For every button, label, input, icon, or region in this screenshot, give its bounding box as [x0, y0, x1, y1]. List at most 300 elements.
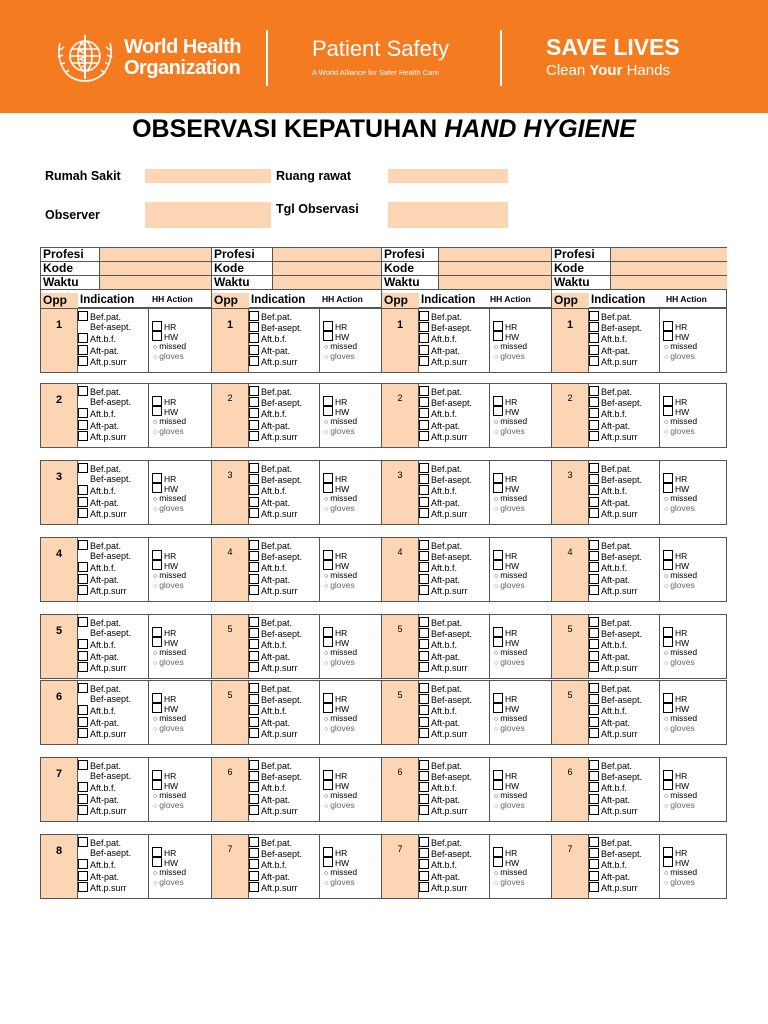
action-checkbox[interactable] [323, 321, 333, 331]
action-radio-icon[interactable]: ○ [494, 419, 501, 426]
indication-checkbox[interactable] [249, 551, 259, 561]
indication-option[interactable] [589, 871, 630, 883]
action-checkbox[interactable] [323, 331, 333, 341]
indication-option[interactable] [78, 639, 116, 651]
hh-action-gloves[interactable] [494, 723, 525, 735]
indication-option[interactable] [249, 662, 298, 674]
indication-checkbox[interactable] [589, 408, 599, 418]
indication-option[interactable] [78, 651, 119, 663]
indication-checkbox[interactable] [78, 882, 88, 892]
indication-option[interactable] [78, 311, 121, 323]
indication-checkbox[interactable] [419, 508, 429, 518]
indication-option[interactable] [589, 420, 630, 432]
action-checkbox[interactable] [323, 396, 333, 406]
indication-option[interactable] [78, 694, 131, 705]
action-checkbox[interactable] [663, 637, 673, 647]
hh-action-gloves[interactable] [153, 723, 184, 735]
action-radio-icon[interactable]: ○ [153, 870, 160, 877]
indication-checkbox[interactable] [78, 311, 88, 321]
action-radio-icon[interactable]: ○ [324, 726, 331, 733]
indication-checkbox[interactable] [589, 760, 599, 770]
action-radio-icon[interactable]: ○ [324, 344, 331, 351]
indication-option[interactable] [589, 322, 642, 334]
indication-checkbox[interactable] [419, 859, 429, 869]
indication-checkbox[interactable] [249, 420, 259, 430]
action-checkbox[interactable] [663, 627, 673, 637]
hh-action-gloves[interactable] [494, 657, 525, 669]
indication-checkbox[interactable] [419, 431, 429, 441]
indication-option[interactable] [78, 497, 119, 509]
indication-checkbox[interactable] [589, 386, 599, 396]
indication-option[interactable] [589, 728, 638, 740]
indication-checkbox[interactable] [249, 463, 259, 473]
action-checkbox[interactable] [663, 406, 673, 416]
indication-checkbox[interactable] [78, 333, 88, 343]
hh-action-gloves[interactable] [494, 503, 525, 515]
indication-option[interactable] [419, 717, 460, 729]
indication-checkbox[interactable] [589, 859, 599, 869]
indication-checkbox[interactable] [249, 782, 259, 792]
hh-action-gloves[interactable] [324, 426, 355, 438]
indication-checkbox[interactable] [78, 651, 88, 661]
indication-option[interactable] [589, 345, 630, 357]
indication-checkbox[interactable] [419, 617, 429, 627]
indication-option[interactable] [78, 551, 131, 562]
indication-option[interactable] [589, 397, 642, 409]
hh-action-gloves[interactable] [664, 877, 695, 889]
indication-option[interactable] [419, 705, 457, 717]
indication-checkbox[interactable] [589, 639, 599, 649]
indication-checkbox[interactable] [249, 882, 259, 892]
action-radio-icon[interactable]: ○ [494, 660, 501, 667]
indication-checkbox[interactable] [589, 683, 599, 693]
indication-checkbox[interactable] [249, 497, 259, 507]
indication-checkbox[interactable] [589, 662, 599, 672]
indication-option[interactable] [589, 311, 632, 323]
indication-checkbox[interactable] [249, 628, 259, 638]
indication-checkbox[interactable] [419, 562, 429, 572]
profesi-field[interactable] [438, 248, 551, 261]
indication-option[interactable] [78, 574, 119, 586]
indication-checkbox[interactable] [589, 431, 599, 441]
indication-option[interactable] [589, 574, 630, 586]
indication-checkbox[interactable] [78, 463, 88, 473]
indication-checkbox[interactable] [419, 628, 429, 638]
indication-checkbox[interactable] [249, 356, 259, 366]
indication-checkbox[interactable] [78, 562, 88, 572]
indication-checkbox[interactable] [589, 356, 599, 366]
action-checkbox[interactable] [152, 847, 162, 857]
indication-checkbox[interactable] [589, 771, 599, 781]
indication-checkbox[interactable] [419, 333, 429, 343]
action-checkbox[interactable] [152, 693, 162, 703]
hh-action-gloves[interactable] [664, 580, 695, 592]
hh-action-gloves[interactable] [664, 800, 695, 812]
indication-checkbox[interactable] [589, 717, 599, 727]
indication-checkbox[interactable] [419, 540, 429, 550]
indication-option[interactable] [249, 694, 302, 706]
indication-checkbox[interactable] [589, 485, 599, 495]
indication-checkbox[interactable] [249, 859, 259, 869]
action-radio-icon[interactable]: ○ [664, 419, 671, 426]
indication-checkbox[interactable] [249, 485, 259, 495]
indication-checkbox[interactable] [419, 882, 429, 892]
action-radio-icon[interactable]: ○ [494, 880, 501, 887]
action-checkbox[interactable] [323, 847, 333, 857]
indication-option[interactable] [78, 782, 116, 794]
indication-option[interactable] [419, 683, 462, 695]
indication-option[interactable] [249, 882, 298, 894]
indication-option[interactable] [249, 794, 290, 806]
indication-checkbox[interactable] [78, 420, 88, 430]
hh-action-gloves[interactable] [494, 426, 525, 438]
action-checkbox[interactable] [323, 693, 333, 703]
action-checkbox[interactable] [663, 770, 673, 780]
hh-action-gloves[interactable] [153, 657, 184, 669]
date-field[interactable] [388, 202, 508, 228]
action-checkbox[interactable] [663, 550, 673, 560]
action-radio-icon[interactable]: ○ [494, 793, 501, 800]
indication-checkbox[interactable] [78, 705, 88, 715]
action-checkbox[interactable] [323, 483, 333, 493]
action-checkbox[interactable] [493, 780, 503, 790]
action-radio-icon[interactable]: ○ [324, 660, 331, 667]
action-radio-icon[interactable]: ○ [664, 880, 671, 887]
indication-checkbox[interactable] [419, 322, 429, 332]
indication-option[interactable] [419, 882, 468, 894]
indication-option[interactable] [589, 639, 627, 651]
indication-option[interactable] [589, 848, 642, 860]
indication-option[interactable] [78, 705, 116, 717]
hh-action-gloves[interactable] [324, 723, 355, 735]
indication-option[interactable] [589, 760, 632, 772]
indication-option[interactable] [249, 551, 302, 563]
indication-option[interactable] [78, 837, 121, 849]
indication-option[interactable] [249, 562, 287, 574]
indication-option[interactable] [78, 871, 119, 883]
action-radio-icon[interactable]: ○ [494, 344, 501, 351]
indication-checkbox[interactable] [589, 508, 599, 518]
indication-option[interactable] [249, 805, 298, 817]
indication-option[interactable] [78, 859, 116, 871]
action-radio-icon[interactable]: ○ [664, 506, 671, 513]
indication-option[interactable] [589, 662, 638, 674]
indication-option[interactable] [78, 397, 131, 408]
indication-checkbox[interactable] [249, 683, 259, 693]
action-checkbox[interactable] [493, 857, 503, 867]
indication-checkbox[interactable] [78, 683, 88, 693]
indication-checkbox[interactable] [249, 837, 259, 847]
hh-action-gloves[interactable] [664, 503, 695, 515]
indication-checkbox[interactable] [78, 794, 88, 804]
indication-option[interactable] [78, 386, 121, 398]
indication-checkbox[interactable] [249, 474, 259, 484]
indication-checkbox[interactable] [589, 551, 599, 561]
indication-checkbox[interactable] [249, 848, 259, 858]
indication-checkbox[interactable] [419, 463, 429, 473]
action-radio-icon[interactable]: ○ [664, 496, 671, 503]
indication-option[interactable] [419, 540, 462, 552]
hh-action-gloves[interactable] [664, 426, 695, 438]
action-radio-icon[interactable]: ○ [153, 506, 160, 513]
indication-checkbox[interactable] [589, 651, 599, 661]
action-radio-icon[interactable]: ○ [494, 496, 501, 503]
action-checkbox[interactable] [152, 637, 162, 647]
indication-option[interactable] [589, 562, 627, 574]
action-radio-icon[interactable]: ○ [664, 660, 671, 667]
action-checkbox[interactable] [152, 396, 162, 406]
indication-option[interactable] [419, 694, 472, 706]
indication-option[interactable] [249, 474, 302, 486]
indication-checkbox[interactable] [419, 837, 429, 847]
action-checkbox[interactable] [152, 627, 162, 637]
action-radio-icon[interactable]: ○ [324, 793, 331, 800]
indication-checkbox[interactable] [249, 322, 259, 332]
indication-option[interactable] [78, 805, 127, 817]
indication-option[interactable] [419, 837, 462, 849]
indication-option[interactable] [589, 683, 632, 695]
hh-action-gloves[interactable] [494, 351, 525, 363]
action-checkbox[interactable] [493, 560, 503, 570]
indication-option[interactable] [78, 408, 116, 420]
action-radio-icon[interactable]: ○ [153, 726, 160, 733]
indication-option[interactable] [419, 485, 457, 497]
indication-checkbox[interactable] [419, 760, 429, 770]
indication-checkbox[interactable] [589, 540, 599, 550]
indication-checkbox[interactable] [78, 485, 88, 495]
action-radio-icon[interactable]: ○ [664, 870, 671, 877]
indication-option[interactable] [419, 497, 460, 509]
indication-option[interactable] [419, 386, 462, 398]
indication-checkbox[interactable] [419, 386, 429, 396]
indication-checkbox[interactable] [589, 628, 599, 638]
action-checkbox[interactable] [323, 770, 333, 780]
indication-option[interactable] [249, 705, 287, 717]
indication-option[interactable] [249, 782, 287, 794]
indication-option[interactable] [589, 408, 627, 420]
indication-option[interactable] [78, 794, 119, 806]
indication-checkbox[interactable] [589, 333, 599, 343]
kode-field[interactable] [438, 262, 551, 275]
action-checkbox[interactable] [663, 847, 673, 857]
action-checkbox[interactable] [493, 483, 503, 493]
observer-field[interactable] [145, 202, 271, 228]
indication-option[interactable] [249, 386, 292, 398]
action-radio-icon[interactable]: ○ [153, 880, 160, 887]
indication-checkbox[interactable] [249, 345, 259, 355]
indication-checkbox[interactable] [419, 639, 429, 649]
indication-checkbox[interactable] [249, 805, 259, 815]
indication-checkbox[interactable] [589, 474, 599, 484]
indication-option[interactable] [419, 508, 468, 520]
indication-checkbox[interactable] [419, 771, 429, 781]
indication-option[interactable] [78, 333, 116, 345]
indication-option[interactable] [589, 333, 627, 345]
indication-checkbox[interactable] [249, 540, 259, 550]
indication-option[interactable] [78, 345, 119, 357]
indication-option[interactable] [78, 431, 127, 443]
indication-option[interactable] [78, 617, 121, 629]
indication-option[interactable] [78, 848, 131, 859]
indication-checkbox[interactable] [419, 662, 429, 672]
action-checkbox[interactable] [493, 396, 503, 406]
indication-checkbox[interactable] [589, 837, 599, 847]
action-radio-icon[interactable]: ○ [494, 870, 501, 877]
action-radio-icon[interactable]: ○ [153, 793, 160, 800]
indication-checkbox[interactable] [249, 508, 259, 518]
indication-option[interactable] [589, 474, 642, 486]
indication-option[interactable] [78, 760, 121, 772]
indication-option[interactable] [419, 871, 460, 883]
indication-checkbox[interactable] [419, 794, 429, 804]
action-checkbox[interactable] [152, 703, 162, 713]
indication-option[interactable] [249, 848, 302, 860]
indication-option[interactable] [419, 639, 457, 651]
hospital-field[interactable] [145, 169, 271, 183]
action-checkbox[interactable] [152, 406, 162, 416]
action-radio-icon[interactable]: ○ [324, 870, 331, 877]
indication-option[interactable] [589, 463, 632, 475]
indication-option[interactable] [249, 508, 298, 520]
indication-checkbox[interactable] [78, 871, 88, 881]
indication-checkbox[interactable] [419, 485, 429, 495]
indication-checkbox[interactable] [419, 474, 429, 484]
action-radio-icon[interactable]: ○ [324, 716, 331, 723]
action-checkbox[interactable] [493, 703, 503, 713]
action-radio-icon[interactable]: ○ [324, 429, 331, 436]
indication-option[interactable] [589, 837, 632, 849]
action-checkbox[interactable] [493, 550, 503, 560]
indication-checkbox[interactable] [419, 871, 429, 881]
indication-option[interactable] [419, 585, 468, 597]
indication-checkbox[interactable] [249, 662, 259, 672]
indication-option[interactable] [589, 782, 627, 794]
indication-option[interactable] [589, 356, 638, 368]
indication-option[interactable] [249, 540, 292, 552]
indication-option[interactable] [589, 882, 638, 894]
indication-option[interactable] [419, 463, 462, 475]
action-radio-icon[interactable]: ○ [664, 429, 671, 436]
indication-checkbox[interactable] [78, 497, 88, 507]
indication-checkbox[interactable] [419, 345, 429, 355]
hh-action-gloves[interactable] [664, 723, 695, 735]
indication-checkbox[interactable] [419, 420, 429, 430]
indication-checkbox[interactable] [589, 497, 599, 507]
indication-option[interactable] [249, 431, 298, 443]
action-radio-icon[interactable]: ○ [664, 354, 671, 361]
action-radio-icon[interactable]: ○ [153, 716, 160, 723]
indication-option[interactable] [78, 420, 119, 432]
hh-action-gloves[interactable] [664, 657, 695, 669]
indication-option[interactable] [249, 397, 302, 409]
indication-option[interactable] [419, 474, 472, 486]
indication-option[interactable] [419, 662, 468, 674]
indication-option[interactable] [249, 728, 298, 740]
indication-option[interactable] [249, 628, 302, 640]
kode-field[interactable] [99, 262, 211, 275]
indication-option[interactable] [589, 585, 638, 597]
hh-action-gloves[interactable] [324, 580, 355, 592]
action-checkbox[interactable] [323, 550, 333, 560]
action-radio-icon[interactable]: ○ [494, 583, 501, 590]
indication-checkbox[interactable] [419, 311, 429, 321]
indication-checkbox[interactable] [249, 397, 259, 407]
indication-option[interactable] [589, 431, 638, 443]
indication-option[interactable] [419, 562, 457, 574]
indication-option[interactable] [78, 585, 127, 597]
action-checkbox[interactable] [493, 473, 503, 483]
indication-checkbox[interactable] [589, 420, 599, 430]
hh-action-gloves[interactable] [153, 351, 184, 363]
indication-checkbox[interactable] [589, 463, 599, 473]
action-radio-icon[interactable]: ○ [664, 793, 671, 800]
indication-option[interactable] [419, 551, 472, 563]
indication-option[interactable] [249, 683, 292, 695]
indication-checkbox[interactable] [249, 760, 259, 770]
indication-option[interactable] [589, 540, 632, 552]
action-radio-icon[interactable]: ○ [664, 650, 671, 657]
indication-option[interactable] [78, 628, 131, 639]
indication-checkbox[interactable] [249, 771, 259, 781]
action-radio-icon[interactable]: ○ [494, 354, 501, 361]
indication-checkbox[interactable] [589, 848, 599, 858]
indication-option[interactable] [249, 333, 287, 345]
indication-option[interactable] [419, 794, 460, 806]
indication-checkbox[interactable] [419, 848, 429, 858]
action-radio-icon[interactable]: ○ [153, 573, 160, 580]
indication-option[interactable] [78, 662, 127, 674]
action-radio-icon[interactable]: ○ [153, 429, 160, 436]
action-checkbox[interactable] [152, 770, 162, 780]
indication-option[interactable] [419, 311, 462, 323]
action-checkbox[interactable] [663, 780, 673, 790]
indication-option[interactable] [419, 617, 462, 629]
indication-checkbox[interactable] [78, 662, 88, 672]
indication-checkbox[interactable] [419, 497, 429, 507]
indication-option[interactable] [249, 408, 287, 420]
indication-option[interactable] [249, 871, 290, 883]
indication-checkbox[interactable] [589, 728, 599, 738]
waktu-field[interactable] [438, 276, 551, 289]
indication-option[interactable] [589, 805, 638, 817]
indication-checkbox[interactable] [78, 859, 88, 869]
indication-checkbox[interactable] [78, 617, 88, 627]
indication-checkbox[interactable] [78, 574, 88, 584]
indication-option[interactable] [249, 574, 290, 586]
indication-checkbox[interactable] [249, 311, 259, 321]
action-radio-icon[interactable]: ○ [153, 583, 160, 590]
indication-option[interactable] [419, 431, 468, 443]
action-checkbox[interactable] [323, 627, 333, 637]
hh-action-gloves[interactable] [664, 351, 695, 363]
action-radio-icon[interactable]: ○ [664, 583, 671, 590]
indication-option[interactable] [419, 651, 460, 663]
action-radio-icon[interactable]: ○ [324, 650, 331, 657]
action-checkbox[interactable] [152, 483, 162, 493]
indication-option[interactable] [78, 683, 121, 695]
action-checkbox[interactable] [663, 857, 673, 867]
action-radio-icon[interactable]: ○ [494, 716, 501, 723]
indication-checkbox[interactable] [589, 574, 599, 584]
indication-checkbox[interactable] [78, 540, 88, 550]
indication-option[interactable] [78, 728, 127, 740]
indication-option[interactable] [78, 463, 121, 475]
indication-checkbox[interactable] [589, 705, 599, 715]
indication-option[interactable] [589, 717, 630, 729]
action-radio-icon[interactable]: ○ [664, 803, 671, 810]
indication-checkbox[interactable] [419, 356, 429, 366]
indication-option[interactable] [249, 497, 290, 509]
